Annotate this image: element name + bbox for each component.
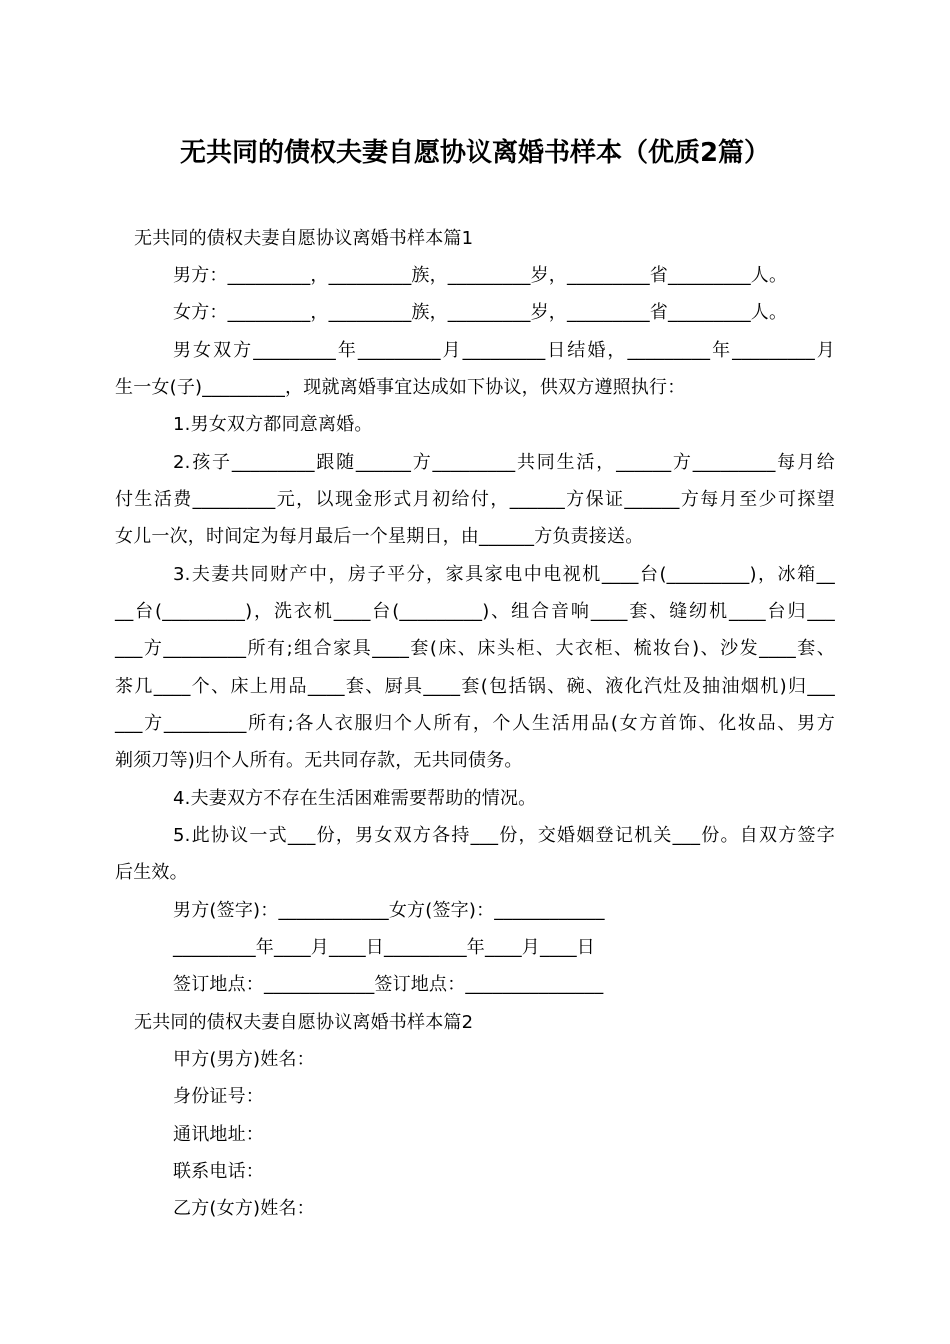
clause-3-line-5: ___方_________所有;各人衣服归个人所有，个人生活用品(女方首饰、化妆品、男方 [115, 713, 835, 734]
clause-4: 4.夫妻双方不存在生活困难需要帮助的情况。 [173, 788, 537, 809]
clause-3-line-6: 剃须刀等)归个人所有。无共同存款，无共同债务。 [115, 750, 523, 771]
male-info-line: 男方：_________，_________族，_________岁，_________省_________人。 [173, 265, 788, 286]
clause-3-line-3: ___方_________所有;组合家具____套(床、床头柜、大衣柜、梳妆台)、沙发____套、 [115, 638, 835, 659]
party-a-name-label: 甲方(男方)姓名： [173, 1049, 315, 1070]
clause-2-line-1: 2.孩子_________跟随______方_________共同生活，______方_________每月给 [173, 452, 835, 473]
date-line: _________年____月____日_________年____月____日 [173, 937, 595, 958]
id-number-label: 身份证号： [173, 1086, 264, 1107]
clause-2-line-2: 付生活费_________元，以现金形式月初给付，______方保证______方每月至少可探望 [115, 489, 835, 510]
marriage-line-2: 生一女(子)_________，现就离婚事宜达成如下协议，供双方遵照执行： [115, 377, 686, 398]
clause-3-line-1: 3.夫妻共同财产中，房子平分，家具家电中电视机____台(_________)，冰箱__ [173, 564, 835, 585]
document-title: 无共同的债权夫妻自愿协议离婚书样本（优质2篇） [179, 138, 771, 168]
clause-3-line-4: 茶几____个、床上用品____套、厨具____套(包括锅、碗、液化汽灶及抽油烟机)归___ [115, 676, 835, 697]
marriage-line-1: 男女双方_________年_________月_________日结婚，_________年_________月 [173, 340, 835, 361]
clause-1: 1.男女双方都同意离婚。 [173, 414, 373, 435]
signing-place-line: 签订地点：____________签订地点：_______________ [173, 974, 604, 995]
female-info-line: 女方：_________，_________族，_________岁，_________省_________人。 [173, 302, 788, 323]
signature-line: 男方(签字)：____________女方(签字)：____________ [173, 900, 605, 921]
section2-heading: 无共同的债权夫妻自愿协议离婚书样本篇2 [134, 1012, 474, 1033]
address-label: 通讯地址： [173, 1124, 264, 1145]
section1-heading: 无共同的债权夫妻自愿协议离婚书样本篇1 [134, 228, 474, 249]
clause-3-line-2: __台(_________)，洗衣机____台(_________)、组合音响____套、缝纫机____台归___ [115, 601, 835, 622]
phone-label: 联系电话： [173, 1161, 264, 1182]
clause-5-line-2: 后生效。 [115, 862, 188, 883]
party-b-name-label: 乙方(女方)姓名： [173, 1198, 315, 1219]
clause-2-line-3: 女儿一次，时间定为每月最后一个星期日，由______方负责接送。 [115, 526, 644, 547]
clause-5-line-1: 5.此协议一式___份，男女双方各持___份，交婚姻登记机关___份。自双方签字 [173, 825, 835, 846]
